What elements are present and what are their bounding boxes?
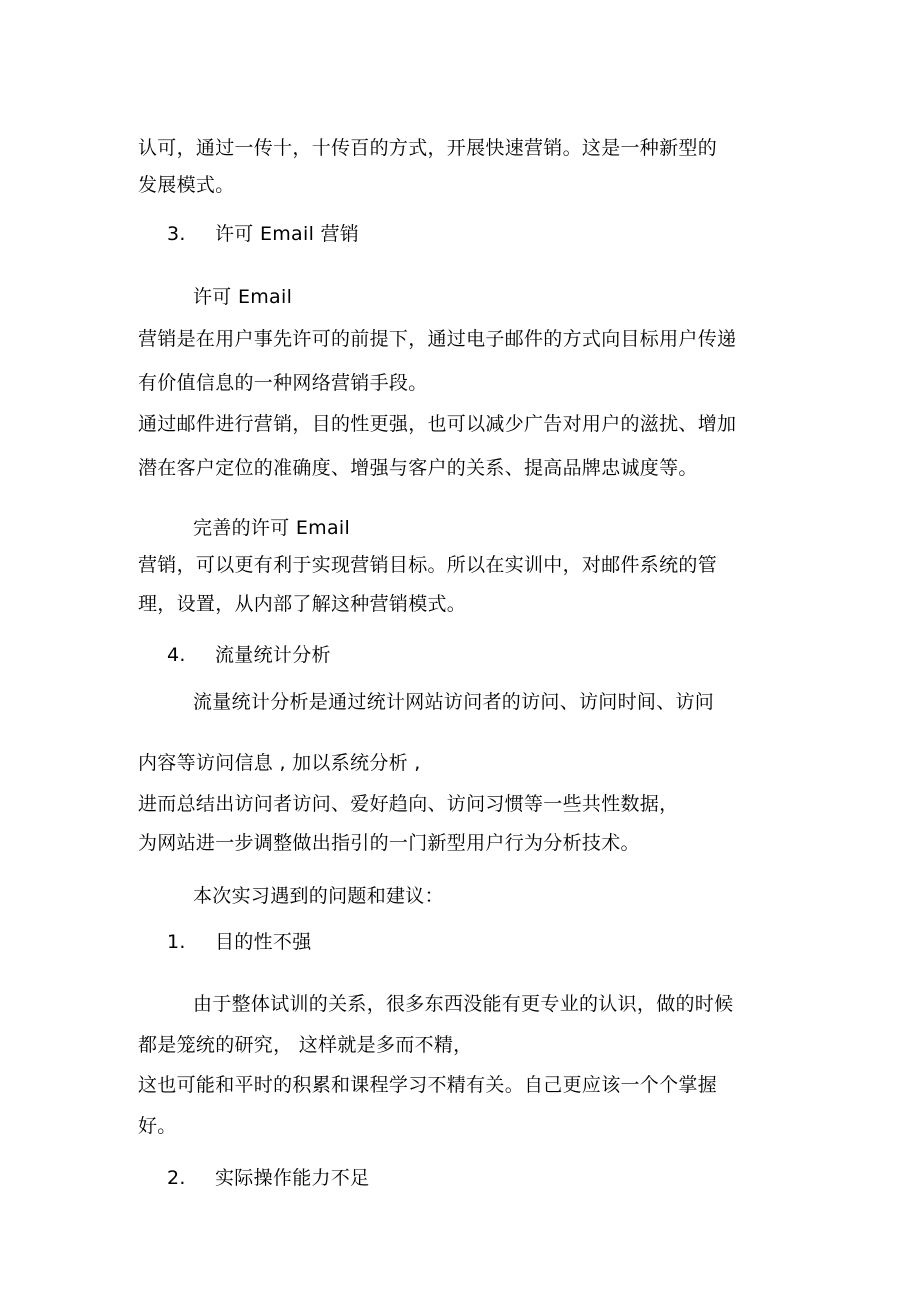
paragraph-line: 进而总结出访问者访问、爱好趋向、访问习惯等一些共性数据， [138, 793, 679, 815]
paragraph-line: 通过邮件进行营销，目的性更强，也可以减少广告对用户的滋扰、增加 [138, 413, 737, 435]
paragraph-line: 为网站进一步调整做出指引的一门新型用户行为分析技术。 [138, 832, 640, 854]
paragraph-line: 许可 Email [193, 286, 293, 308]
section-number: 1. [167, 931, 186, 953]
section-number: 3. [167, 223, 186, 245]
section-title: 许可 Email 营销 [215, 223, 360, 245]
section-heading [167, 1166, 369, 1190]
section-heading [167, 930, 312, 954]
paragraph-line: 完善的许可 Email [193, 517, 351, 539]
section-heading [167, 643, 331, 667]
paragraph-line: 好。 [138, 1115, 177, 1137]
paragraph-line: 认可，通过一传十，十传百的方式，开展快速营销。这是一种新型的 [138, 137, 718, 159]
paragraph-line: 这也可能和平时的积累和课程学习不精有关。自己更应该一个个掌握 [138, 1074, 718, 1096]
section-heading [167, 222, 359, 246]
section-title: 流量统计分析 [215, 644, 331, 666]
paragraph-line: 流量统计分析是通过统计网站访问者的访问、访问时间、访问 [193, 691, 715, 713]
paragraph-line: 潜在客户定位的准确度、增强与客户的关系、提高品牌忠诚度等。 [138, 457, 698, 479]
paragraph-line: 都是笼统的研究， 这样就是多而不精， [138, 1034, 473, 1056]
paragraph-line: 发展模式。 [138, 174, 235, 196]
paragraph-line: 由于整体试训的关系，很多东西没能有更专业的认识，做的时候 [193, 993, 734, 1015]
paragraph-line: 营销是在用户事先许可的前提下，通过电子邮件的方式向目标用户传递 [138, 328, 737, 350]
section-title: 实际操作能力不足 [215, 1167, 370, 1189]
paragraph-line: 理，设置，从内部了解这种营销模式。 [138, 593, 467, 615]
section-number: 2. [167, 1167, 186, 1189]
section-number: 4. [167, 644, 186, 666]
paragraph-line: 营销，可以更有利于实现营销目标。所以在实训中，对邮件系统的管 [138, 554, 718, 576]
section-title: 目的性不强 [215, 931, 312, 953]
paragraph-line: 本次实习遇到的问题和建议： [193, 885, 444, 907]
paragraph-line: 有价值信息的一种网络营销手段。 [138, 372, 428, 394]
paragraph-line: 内容等访问信息 , 加以系统分析 , [138, 752, 421, 774]
